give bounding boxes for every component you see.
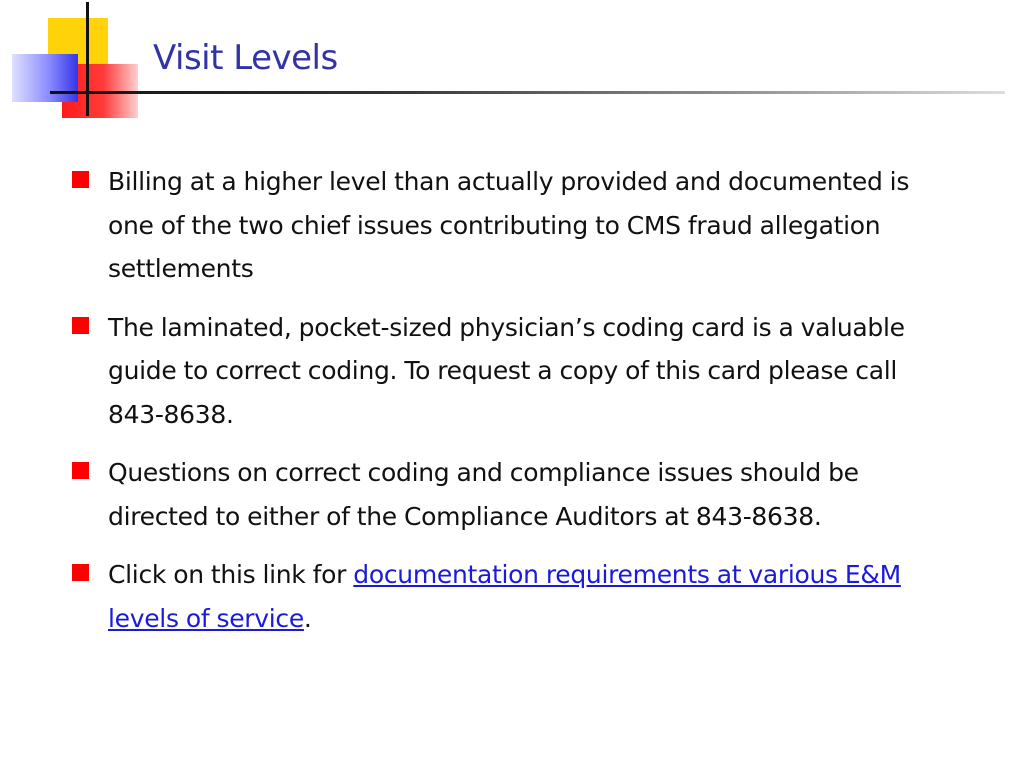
decorative-blue-square xyxy=(12,54,78,102)
bullet-item-coding-card xyxy=(72,306,942,437)
bullet-item-billing xyxy=(72,160,942,291)
decorative-vertical-line xyxy=(86,2,89,116)
square-bullet-icon xyxy=(72,462,89,479)
slide-title: Visit Levels xyxy=(153,38,338,78)
documentation-requirements-link[interactable]: documentation requirements at various E&M levels of service xyxy=(108,560,901,633)
bullet-text: The laminated, pocket-sized physician’s coding card is a valuable guide to correct coding. To request a copy of this card please call 843-8638. xyxy=(108,312,905,429)
bullet-text: Questions on correct coding and compliance issues should be directed to either of the Compliance Auditors at 843-8638. xyxy=(108,458,859,531)
bullet-text-suffix: . xyxy=(303,603,312,633)
square-bullet-icon xyxy=(72,171,89,188)
square-bullet-icon xyxy=(72,317,89,334)
bullet-list xyxy=(72,160,942,655)
square-bullet-icon xyxy=(72,564,89,581)
title-underline xyxy=(50,91,1005,94)
bullet-item-questions xyxy=(72,451,942,538)
bullet-item-link xyxy=(72,553,942,640)
bullet-text-prefix: Click on this link for xyxy=(108,560,354,589)
bullet-text: Billing at a higher level than actually provided and documented is one of the two chief issues contributing to CMS fraud allegation settlements xyxy=(108,167,910,283)
